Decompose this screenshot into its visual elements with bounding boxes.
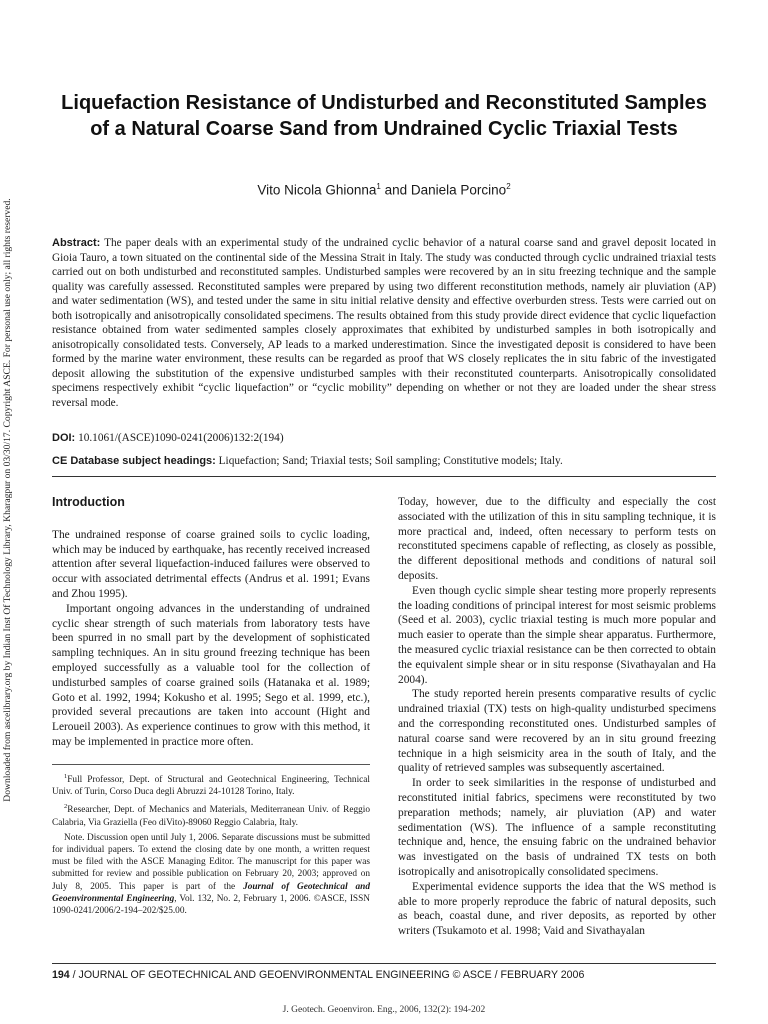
citation-line: J. Geotech. Geoenviron. Eng., 2006, 132(2): 194-202 [282,1005,486,1015]
paper-title: Liquefaction Resistance of Undisturbed and Reconstituted Samples of a Natural Coarse Sand from Undrained Cyclic Triaxial Tests [61,92,707,140]
body-paragraph: The study reported herein presents comparative results of cyclic undrained triaxial (TX) tests on high-quality undisturbed specimens and the corresponding reconstituted ones. Undisturbed samples of natural coarse sand were recovered by an in situ ground freezing technique in a high seismicity area in the south of Italy, and the quality of retrieved samples was subsequently ascertained. [398,688,716,775]
body-paragraph: Today, however, due to the difficulty and especially the cost associated with the utilization of this in situ sampling technique, it is more practical and, indeed, often necessary to perform tests on reconstituted specimens capable of reflecting, as closely as possible, the different depositional methods and conditions of natural soil deposits. [398,496,716,582]
introduction-heading: Introduction [52,495,125,509]
author-1-affiliation-mark: 1 [376,182,381,191]
journal-name: Journal of Geotechnical and Geoenvironmental Engineering [52,881,371,904]
doi-value[interactable]: 10.1061/(ASCE)1090-0241(2006)132:2(194) [78,432,284,444]
body-paragraph: In order to seek similarities in the response of undisturbed and reconstituted initial fabrics, specimens were reconstituted by two preparation methods; namely, air pluviation (AP) and water sedimentation (WS). The influence of a sample reconstituting technique and, hence, the ensuing fabric on the undrained behavior was investigated on the basis of undrained TX tests on both isotropically and anisotropically consolidated specimens. [398,777,716,878]
left-column [52,495,370,920]
subject-headings-label: CE Database subject headings: [52,455,216,467]
footnote-1-mark: 1 [64,772,68,780]
page-number: 194 [52,969,70,981]
footer-divider [52,963,716,964]
right-column [398,495,716,939]
abstract [52,236,716,411]
discussion-note [52,832,370,917]
body-paragraph: Even though cyclic simple shear testing more properly represents the loading conditions of principal interest for most seismic problems (Seed et al. 2003), cyclic triaxial testing is much more popular and much easier to operate than the simple shear apparatus. Furthermore, the measured cyclic triaxial resistance can be then corrected to obtain the equivalent simple shear or in situ response (Sivathayalan and Ha 2004). [398,584,716,686]
body-paragraph: Important ongoing advances in the understanding of undrained cyclic shear strength of such materials from laboratory tests have been spurred in no small part by the development of sophisticated sampling techniques. An in situ ground freezing technique has been employed successfully as a valuable tool for the collection of undisturbed samples of coarse grained soils (Hatanaka et al. 1989; Goto et al. 1992, 1994; Kokusho et al. 1995; Sego et al. 1999, etc.), provided several precautions are taken into account (Hight and Leroueil 2003). As experience continues to grow with this method, it may be implemented in practice more often. [52,602,370,748]
footnote-1 [52,771,370,799]
footnote-2-mark: 2 [64,803,68,811]
subject-headings-value: Liquefaction; Sand; Triaxial tests; Soil sampling; Constitutive models; Italy. [218,455,563,467]
doi-line [52,432,716,444]
footnote-2 [52,801,370,829]
footnote-2-text: Researcher, Dept. of Mechanics and Materials, Mediterranean Univ. of Reggio Calabria, Via Graziella (Feo diVito)-89060 Reggio Calabria, Italy. [52,805,370,828]
footnotes [52,764,370,917]
body-paragraph: The undrained response of coarse grained soils to cyclic loading, which may be induced by earthquake, has recently received increased attention after several liquefaction-induced failures were observed to occur with associated detrimental effects (Andrus et al. 1991; Evans and Zhou 1995). [52,528,370,600]
download-watermark [2,180,14,820]
author-joiner: and [380,182,411,198]
abstract-text: The paper deals with an experimental study of the undrained cyclic behavior of a natural coarse sand and gravel deposit located in Gioia Tauro, a town situated on the continental side of the Messina Strait in Italy. The study was conducted through cyclic undrained triaxial tests carried out on both undisturbed and reconstituted samples. Undisturbed samples were recovered by an in situ freezing technique and the sample quality was carefully assessed. Reconstituted samples were prepared by using two different reconstitution methods, namely air pluviation (AP) and water sedimentation (WS), and tested under the same in situ initial relative density and effective overburden stress. Tests were carried out on both isotropically and anisotropically consolidated specimens. The results obtained from this study provide direct evidence that cyclic liquefaction resistance obtained from water sedimented samples closely approximates that exhibited by undisturbed samples in both isotropically and anisotropically consolidated tests. Conversely, AP leads to a marked underestimation. Since the investigated deposit is considered to have been formed by the marine water environment, these results can be regarded as proof that WS closely replicates the in situ fabric of the investigated deposit allowing the substitution of the expensive undisturbed samples with their reconstituted counterparts. Anisotropically consolidated specimens respectively exhibit “cyclic liquefaction” or “cyclic mobility” depending on whether or not they are loaded under the shear stress reversal mode. [52,237,717,410]
discussion-note-text-a: Note. Discussion open until July 1, 2006. Separate discussions must be submitted for individual papers. To extend the closing date by one month, a written request must be filed with the ASCE Managing Editor. The manuscript for this paper was submitted for review and possible publication on February 20, 2003; approved on July 8, 2005. This paper is part of the [52,832,370,892]
abstract-label: Abstract: [52,237,101,249]
subject-headings [52,455,716,467]
body-paragraph: Experimental evidence supports the idea that the WS method is able to more properly reproduce the fabric of natural deposits, such as beach, coastal dune, and river deposits, as reported by other writers (Tsukamoto et al. 1998; Vaid and Sivathayalan [398,880,716,938]
journal-footer: / JOURNAL OF GEOTECHNICAL AND GEOENVIRONMENTAL ENGINEERING © ASCE / FEBRUARY 2006 [69,969,585,981]
doi-label: DOI: [52,432,76,444]
footnote-1-text: Full Professor, Dept. of Structural and Geotechnical Engineering, Technical Univ. of Turin, Corso Duca degli Abruzzi 24-10128 Torino, Italy. [52,774,370,798]
running-footer [52,969,716,981]
author-line [52,182,716,198]
discussion-note-text-b: , Vol. 132, No. 2, February 1, 2006. ©ASCE, ISSN 1090-0241/2006/2-194–202/$25.00. [52,893,370,916]
download-watermark-text: Downloaded from ascelibrary.org by Indian Inst Of Technology Library, Kharagpur on 03/30/17. Copyright ASCE. For personal use only; all rights reserved. [2,198,13,802]
author-2-affiliation-mark: 2 [506,182,511,191]
section-divider [52,476,716,477]
author-1: Vito Nicola Ghionna [257,182,377,198]
author-2: Daniela Porcino [410,182,507,198]
